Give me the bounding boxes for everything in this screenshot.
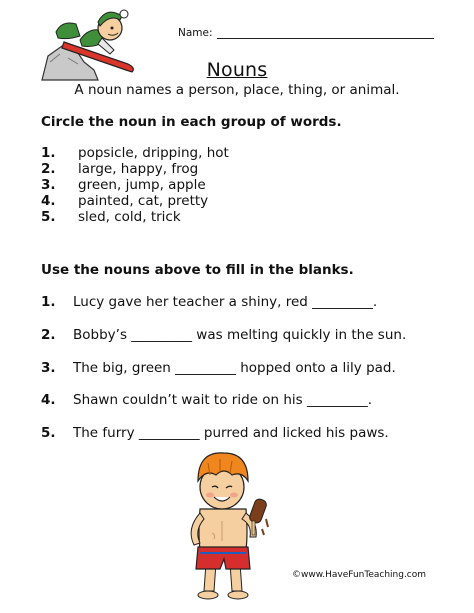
- fill-blank-question-5[interactable]: [41, 424, 389, 442]
- circle-question-1[interactable]: [41, 145, 229, 162]
- sentence: Lucy gave her teacher a shiny, red _________.: [73, 294, 378, 310]
- question-number: 4.: [41, 193, 56, 209]
- copyright-text: ©www.HaveFunTeaching.com: [292, 570, 427, 580]
- question-number: 2.: [41, 327, 56, 343]
- page-title: Nouns: [206, 59, 268, 81]
- circle-question-4[interactable]: [41, 193, 208, 210]
- section2-heading: Use the nouns above to fill in the blanks.: [41, 262, 354, 278]
- word-group: sled, cold, trick: [78, 209, 181, 225]
- question-number: 5.: [41, 425, 56, 441]
- noun-definition: A noun names a person, place, thing, or animal.: [74, 82, 400, 98]
- fill-blank-question-2[interactable]: [41, 326, 406, 344]
- question-number: 3.: [41, 177, 56, 193]
- circle-question-2[interactable]: [41, 161, 198, 178]
- question-number: 2.: [41, 161, 56, 177]
- boy-with-popsicle-illustration: [170, 445, 282, 603]
- question-number: 4.: [41, 392, 56, 408]
- word-group: green, jump, apple: [78, 177, 206, 193]
- word-group: large, happy, frog: [78, 161, 199, 177]
- name-field[interactable]: [178, 27, 434, 39]
- word-group: painted, cat, pretty: [78, 193, 209, 209]
- section1-heading: Circle the noun in each group of words.: [41, 114, 342, 130]
- fill-blank-question-1[interactable]: [41, 293, 377, 311]
- sentence: The big, green _________ hopped onto a lily pad.: [73, 360, 396, 376]
- question-number: 1.: [41, 145, 56, 161]
- question-number: 3.: [41, 360, 56, 376]
- name-blank-line[interactable]: [217, 28, 434, 39]
- circle-question-3[interactable]: [41, 177, 206, 194]
- sentence: Bobby’s _________ was melting quickly in the sun.: [73, 327, 407, 343]
- question-number: 5.: [41, 209, 56, 225]
- name-label: Name:: [178, 27, 213, 39]
- sentence: The furry _________ purred and licked his paws.: [73, 425, 389, 441]
- question-number: 1.: [41, 294, 56, 310]
- fill-blank-question-3[interactable]: [41, 359, 396, 377]
- fill-blank-question-4[interactable]: [41, 391, 372, 409]
- sentence: Shawn couldn’t wait to ride on his _________.: [73, 392, 373, 408]
- circle-question-5[interactable]: [41, 209, 181, 226]
- word-group: popsicle, dripping, hot: [78, 145, 229, 161]
